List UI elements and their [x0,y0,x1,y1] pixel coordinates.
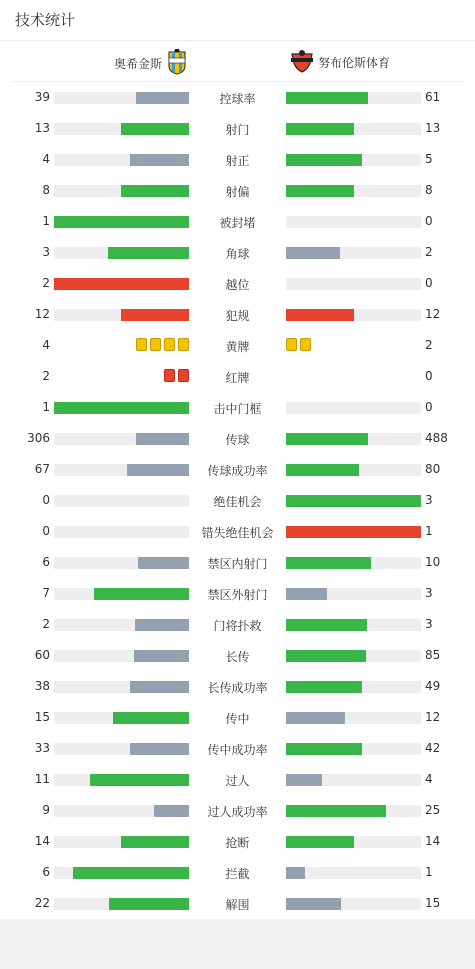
home-bar [54,464,189,476]
home-bar-fill [138,557,189,569]
home-bar [54,309,189,321]
home-value: 22 [34,896,50,910]
home-bar [54,557,189,569]
home-value: 11 [34,772,50,786]
home-bar-fill [135,619,189,631]
home-value: 1 [42,400,50,414]
away-bar-fill [286,185,354,197]
away-bar-fill [286,743,362,755]
away-bar-fill [286,495,421,507]
home-bar-fill [130,743,189,755]
teams-header [10,41,465,82]
away-bar-fill [286,557,371,569]
away-bar [286,278,421,290]
away-value: 8 [425,183,433,197]
stat-row [0,175,475,206]
stat-label: 击中门框 [213,402,262,416]
stat-row [0,609,475,640]
home-value: 38 [34,679,50,693]
home-bar [54,681,189,693]
home-bar [54,185,189,197]
home-bar [54,712,189,724]
home-bar [54,898,189,910]
stat-row [0,299,475,330]
away-bar-fill [286,92,368,104]
away-team[interactable] [290,49,390,76]
stat-label: 绝佳机会 [213,495,262,509]
away-bar-fill [286,681,362,693]
stat-row [0,330,475,361]
home-bar [54,867,189,879]
home-value: 0 [42,524,50,538]
away-value: 0 [425,276,433,290]
yellow-card-icon [286,338,297,351]
stat-label: 角球 [225,247,250,261]
stat-row [0,206,475,237]
home-bar [54,402,189,414]
away-value: 42 [425,741,441,755]
away-bar-fill [286,309,354,321]
stat-row [0,702,475,733]
home-bar [54,836,189,848]
away-value: 3 [425,586,433,600]
stat-label: 越位 [225,278,250,292]
away-value: 5 [425,152,433,166]
away-bar [286,402,421,414]
home-value: 15 [34,710,50,724]
yellow-card-icon [178,338,189,351]
stat-label: 过人 [225,774,250,788]
away-bar-fill [286,867,305,879]
home-value: 14 [34,834,50,848]
away-bar [286,123,421,135]
stat-row [0,516,475,547]
away-bar-fill [286,154,362,166]
stat-label: 错失绝佳机会 [201,526,274,540]
stat-label: 传中成功率 [207,743,268,757]
stat-row [0,733,475,764]
stat-label: 犯规 [225,309,250,323]
stat-label: 传球成功率 [207,464,268,478]
away-bar [286,898,421,910]
away-value: 3 [425,617,433,631]
stat-row [0,888,475,919]
away-bar [286,712,421,724]
home-bar [54,805,189,817]
yellow-card-icon [300,338,311,351]
home-bar-fill [134,650,189,662]
away-value: 4 [425,772,433,786]
home-value: 12 [34,307,50,321]
stat-label: 传中 [225,712,250,726]
home-value: 9 [42,803,50,817]
stat-label: 被封堵 [219,216,256,230]
away-value: 25 [425,803,441,817]
away-bar [286,774,421,786]
home-bar [54,619,189,631]
away-bar [286,464,421,476]
away-team-logo-icon [290,49,314,76]
away-value: 488 [425,431,448,445]
home-value: 7 [42,586,50,600]
red-card-icon [178,369,189,382]
home-bar [54,588,189,600]
stats-list [0,82,475,919]
stat-row [0,237,475,268]
away-bar [286,743,421,755]
stat-label: 抢断 [225,836,250,850]
stat-row [0,764,475,795]
away-cards [286,338,311,352]
stat-label: 射正 [225,154,250,168]
home-bar-fill [121,123,189,135]
stat-label: 解围 [225,898,250,912]
away-value: 2 [425,245,433,259]
home-bar-fill [90,774,189,786]
stat-row [0,485,475,516]
home-value: 8 [42,183,50,197]
stat-label: 门将扑救 [213,619,262,633]
home-value: 6 [42,555,50,569]
stat-label: 传球 [225,433,250,447]
away-bar [286,588,421,600]
stat-row [0,113,475,144]
stat-row [0,454,475,485]
home-bar [54,743,189,755]
away-bar-fill [286,805,386,817]
stat-row [0,361,475,392]
stat-row [0,826,475,857]
home-value: 306 [27,431,50,445]
away-bar-fill [286,650,366,662]
home-bar-fill [54,216,189,228]
away-value: 61 [425,90,441,104]
away-value: 13 [425,121,441,135]
away-bar [286,216,421,228]
away-bar-fill [286,526,421,538]
away-value: 80 [425,462,441,476]
away-value: 12 [425,710,441,724]
home-value: 4 [42,338,50,352]
home-bar [54,495,189,507]
away-bar [286,867,421,879]
stat-row [0,671,475,702]
away-value: 1 [425,524,433,538]
away-bar-fill [286,464,359,476]
home-bar-fill [73,867,189,879]
home-bar [54,278,189,290]
home-value: 2 [42,617,50,631]
home-bar [54,433,189,445]
away-bar-fill [286,433,368,445]
home-bar [54,154,189,166]
home-team-logo-icon [168,49,186,78]
stat-label: 射偏 [225,185,250,199]
away-bar [286,185,421,197]
home-bar [54,216,189,228]
stat-label: 长传成功率 [207,681,268,695]
away-bar [286,619,421,631]
away-bar-fill [286,588,327,600]
home-value: 3 [42,245,50,259]
home-bar [54,123,189,135]
home-value: 4 [42,152,50,166]
away-bar-fill [286,836,354,848]
away-value: 49 [425,679,441,693]
away-bar [286,805,421,817]
home-value: 1 [42,214,50,228]
home-cards [164,369,189,383]
home-bar-fill [94,588,189,600]
away-bar [286,309,421,321]
home-value: 6 [42,865,50,879]
stat-row [0,640,475,671]
stat-row [0,82,475,113]
stat-row [0,547,475,578]
home-bar-fill [121,309,189,321]
home-bar [54,774,189,786]
away-bar [286,681,421,693]
stat-row [0,144,475,175]
away-bar-fill [286,619,367,631]
home-bar-fill [136,92,189,104]
yellow-card-icon [150,338,161,351]
away-bar [286,495,421,507]
home-bar-fill [113,712,189,724]
home-bar-fill [130,154,189,166]
away-bar-fill [286,247,340,259]
home-cards [136,338,189,352]
home-bar-fill [130,681,189,693]
home-bar [54,92,189,104]
away-bar [286,433,421,445]
home-value: 33 [34,741,50,755]
home-bar-fill [154,805,189,817]
away-bar-fill [286,712,345,724]
stat-row [0,795,475,826]
away-value: 2 [425,338,433,352]
home-bar-fill [54,402,189,414]
stat-row [0,578,475,609]
away-bar-fill [286,123,354,135]
away-bar [286,526,421,538]
home-value: 13 [34,121,50,135]
home-team-name: 奥希金斯 [114,56,163,71]
away-value: 3 [425,493,433,507]
away-bar [286,650,421,662]
home-bar [54,247,189,259]
away-value: 0 [425,214,433,228]
away-bar [286,557,421,569]
away-bar-fill [286,774,322,786]
yellow-card-icon [164,338,175,351]
away-bar-fill [286,898,341,910]
away-value: 85 [425,648,441,662]
away-team-name: 努布伦斯体育 [318,55,391,70]
red-card-icon [164,369,175,382]
stat-label: 过人成功率 [207,805,268,819]
away-value: 0 [425,369,433,383]
home-bar [54,526,189,538]
stat-label: 禁区外射门 [207,588,268,602]
stat-label: 长传 [225,650,250,664]
home-value: 2 [42,276,50,290]
home-bar-fill [121,185,189,197]
stat-label: 控球率 [219,92,256,106]
home-bar-fill [127,464,189,476]
stat-row [0,392,475,423]
away-value: 0 [425,400,433,414]
home-bar-fill [121,836,189,848]
stat-label: 拦截 [225,867,250,881]
stat-label: 红牌 [225,371,250,385]
home-value: 2 [42,369,50,383]
away-value: 15 [425,896,441,910]
away-bar [286,247,421,259]
stat-label: 黄牌 [225,340,250,354]
home-value: 60 [34,648,50,662]
home-bar [54,650,189,662]
home-bar-fill [54,278,189,290]
home-team[interactable] [114,49,186,78]
home-value: 0 [42,493,50,507]
home-bar-fill [109,898,189,910]
away-value: 1 [425,865,433,879]
page-title: 技术统计 [0,0,475,41]
home-bar-fill [108,247,189,259]
stat-row [0,857,475,888]
home-value: 67 [34,462,50,476]
stat-label: 禁区内射门 [207,557,268,571]
away-value: 14 [425,834,441,848]
away-bar [286,836,421,848]
yellow-card-icon [136,338,147,351]
home-bar-fill [136,433,189,445]
away-value: 10 [425,555,441,569]
home-value: 39 [34,90,50,104]
away-bar [286,92,421,104]
stat-label: 射门 [225,123,250,137]
stat-row [0,268,475,299]
away-bar [286,154,421,166]
away-value: 12 [425,307,441,321]
stat-row [0,423,475,454]
